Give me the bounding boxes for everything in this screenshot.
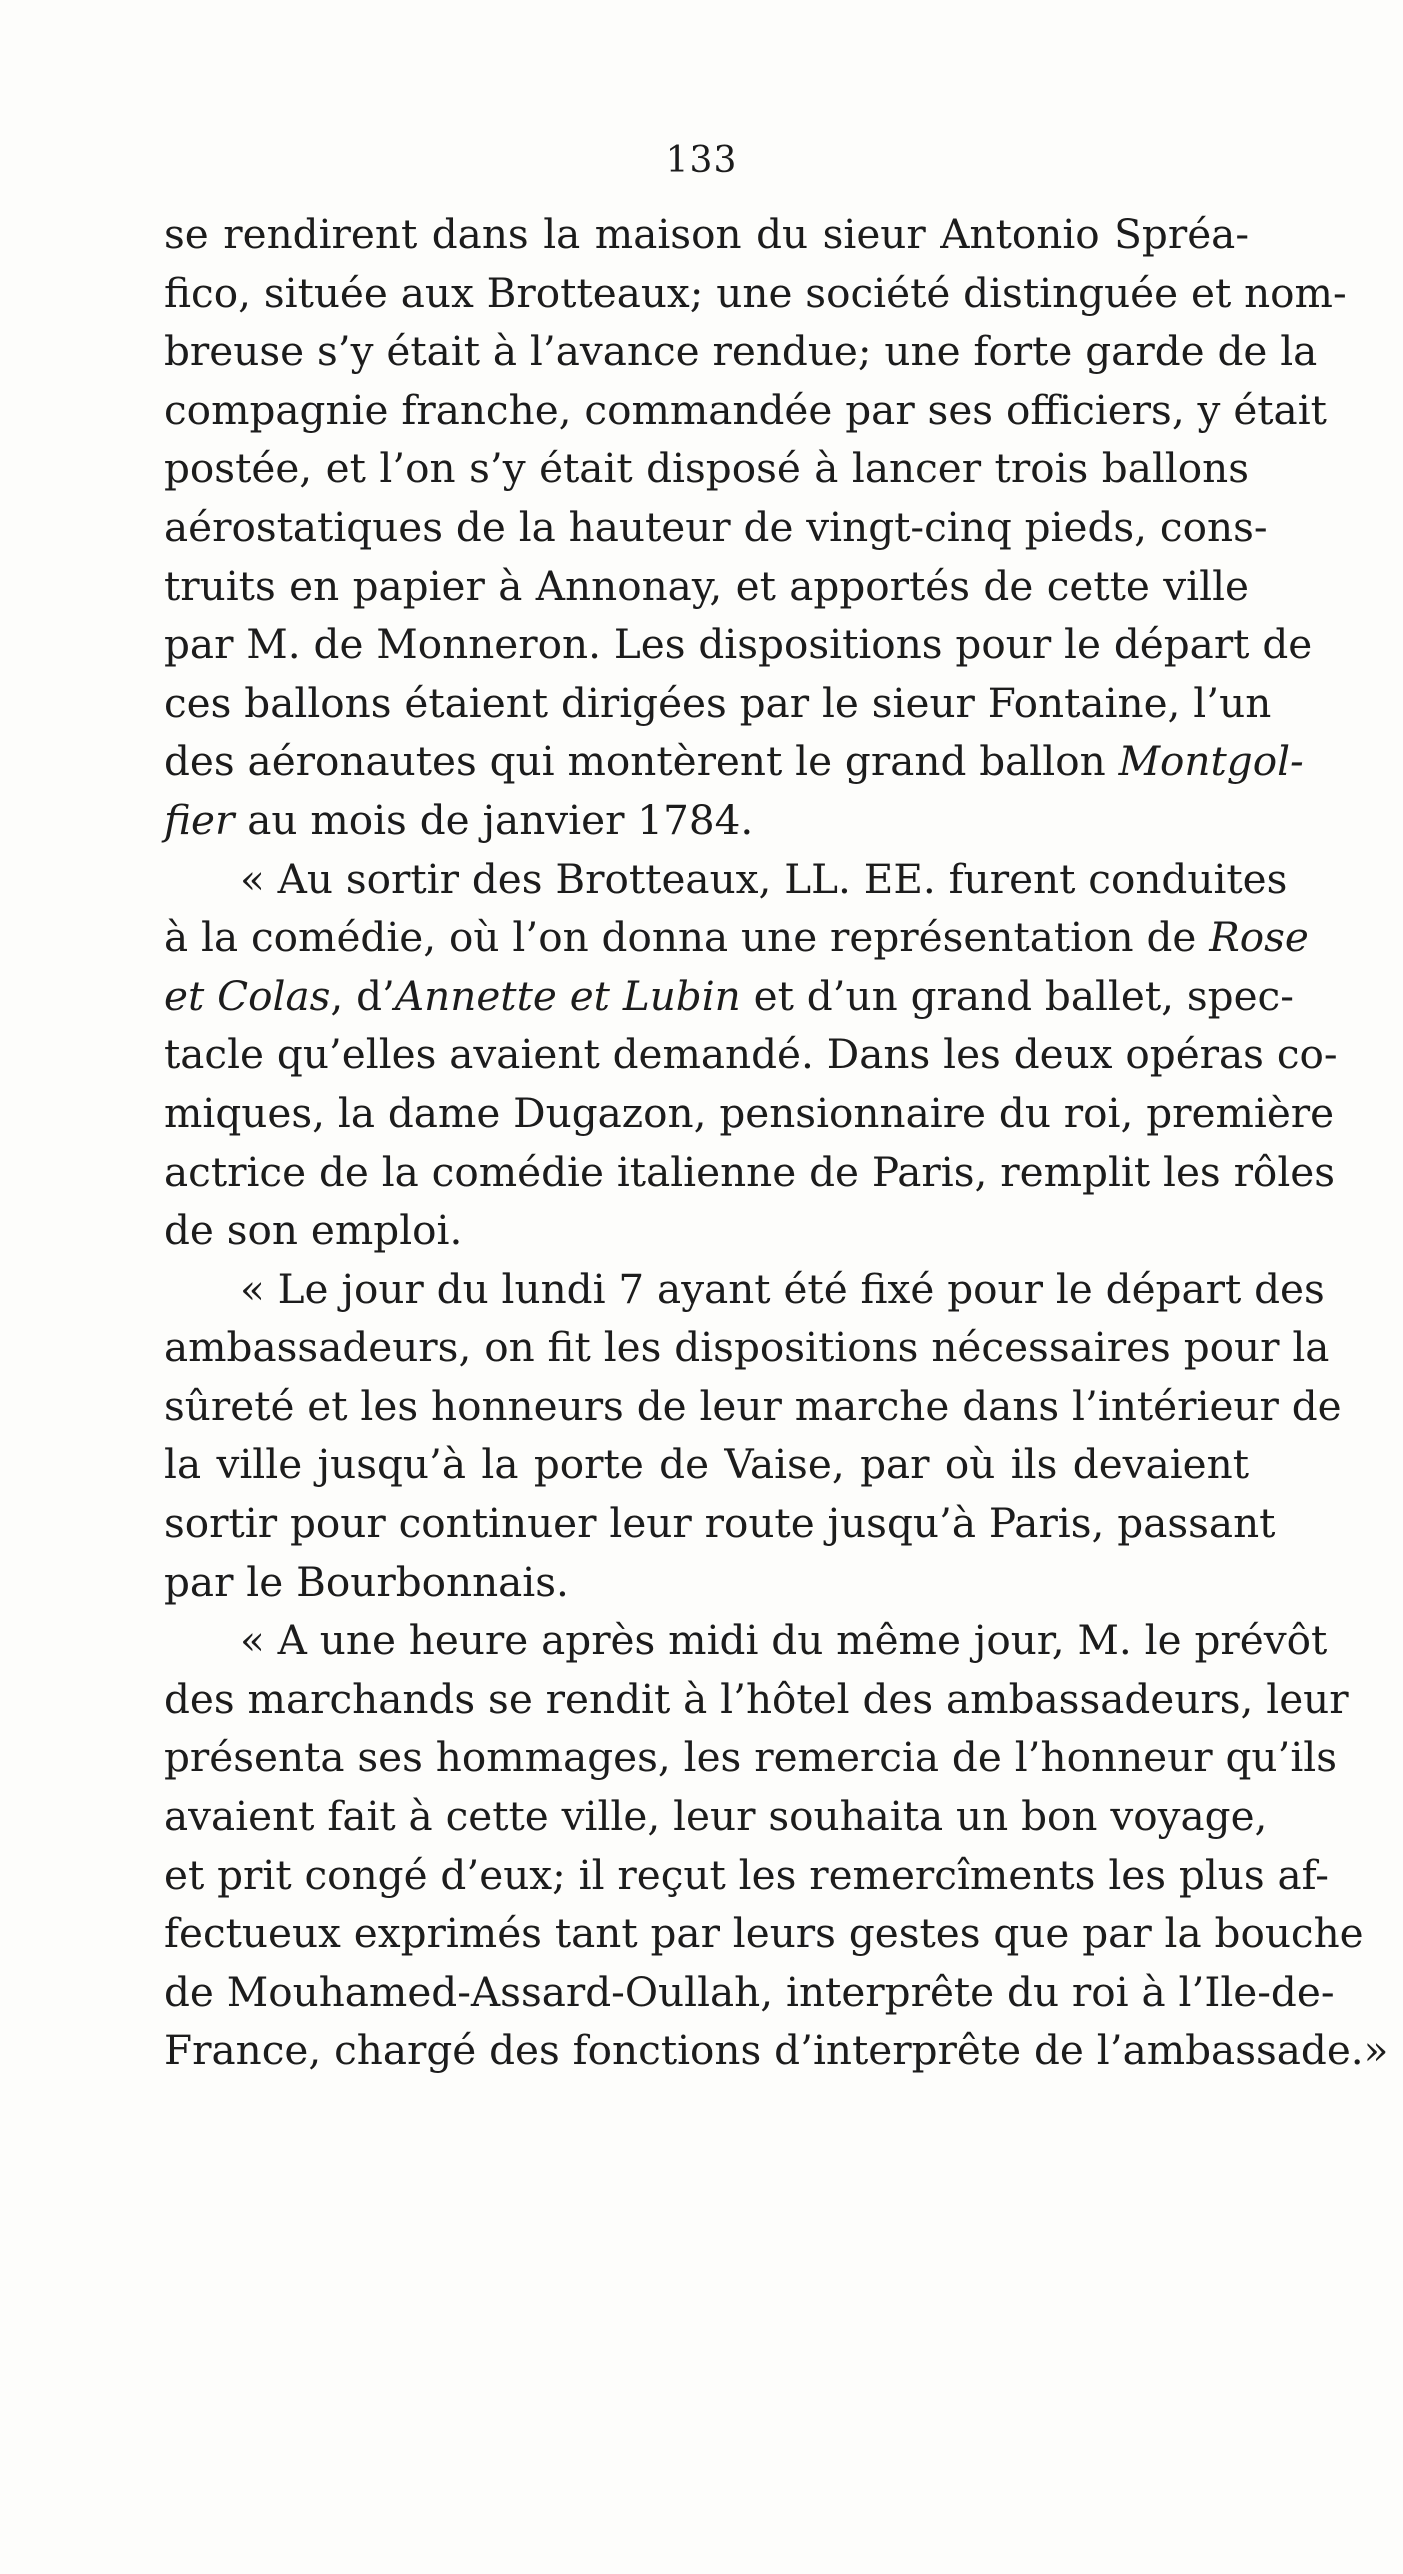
text-segment: des aéronautes qui montèrent le grand ballon [164, 737, 1119, 786]
paragraph-start: « A une heure après midi du même jour, M. le prévôt [240, 1616, 1328, 1665]
text-line [164, 967, 1294, 1026]
text-segment: et d’un grand ballet, spec- [740, 971, 1294, 1020]
text-line: sortir pour continuer leur route jusqu’à Paris, passant [164, 1499, 1276, 1548]
text-line: et prit congé d’eux; il reçut les remercîments les plus af- [164, 1850, 1329, 1899]
italic-title: fier [164, 795, 235, 844]
text-line [164, 908, 1309, 967]
text-line: truits en papier à Annonay, et apportés de cette ville [164, 561, 1249, 610]
text-line: présenta ses hommages, les remercia de l’honneur qu’ils [164, 1733, 1338, 1782]
italic-title: Annette et Lubin [394, 971, 741, 1020]
text-line: aérostatiques de la hauteur de vingt-cinq pieds, cons- [164, 502, 1268, 551]
italic-title: Rose [1209, 913, 1309, 962]
italic-title: et Colas [164, 971, 331, 1020]
text-line: par le Bourbonnais. [164, 1557, 569, 1606]
text-line: de son emploi. [164, 1206, 463, 1255]
text-line: postée, et l’on s’y était disposé à lancer trois ballons [164, 444, 1249, 493]
paragraph-start: « Le jour du lundi 7 ayant été fixé pour le départ des [240, 1264, 1325, 1313]
text-line: compagnie franche, commandée par ses officiers, y était [164, 385, 1327, 434]
page-number: 133 [665, 140, 738, 181]
body-text [164, 205, 1389, 2080]
text-segment: au mois de janvier 1784. [234, 795, 754, 844]
text-line: des marchands se rendit à l’hôtel des ambassadeurs, leur [164, 1674, 1349, 1723]
text-line: sûreté et les honneurs de leur marche dans l’intérieur de [164, 1381, 1342, 1430]
text-line: avaient fait à cette ville, leur souhaita un bon voyage, [164, 1792, 1268, 1841]
text-line: fico, située aux Brotteaux; une société distinguée et nom- [164, 268, 1347, 317]
text-line: ces ballons étaient dirigées par le sieur Fontaine, l’un [164, 678, 1272, 727]
paragraph-start: « Au sortir des Brotteaux, LL. EE. furent conduites [240, 854, 1288, 903]
text-line [164, 732, 1304, 791]
text-line: ambassadeurs, on fit les dispositions nécessaires pour la [164, 1323, 1330, 1372]
text-segment: à la comédie, où l’on donna une représentation de [164, 913, 1210, 962]
text-line: actrice de la comédie italienne de Paris, remplit les rôles [164, 1147, 1336, 1196]
text-line: par M. de Monneron. Les dispositions pour le départ de [164, 620, 1313, 669]
text-line: fectueux exprimés tant par leurs gestes que par la bouche [164, 1909, 1364, 1958]
text-line: France, chargé des fonctions d’interprête de l’ambassade.» [164, 2026, 1389, 2075]
text-line: se rendirent dans la maison du sieur Antonio Spréa- [164, 210, 1249, 258]
italic-title: Montgol- [1118, 737, 1304, 786]
text-segment: , d’ [330, 971, 395, 1020]
text-line: breuse s’y était à l’avance rendue; une forte garde de la [164, 327, 1318, 376]
text-line [164, 791, 1249, 850]
text-line: miques, la dame Dugazon, pensionnaire du roi, première [164, 1088, 1335, 1137]
text-line: de Mouhamed-Assard-Oullah, interprête du roi à l’Ile-de- [164, 1967, 1335, 2016]
text-line: tacle qu’elles avaient demandé. Dans les deux opéras co- [164, 1030, 1338, 1079]
text-line: la ville jusqu’à la porte de Vaise, par où ils devaient [164, 1440, 1249, 1489]
